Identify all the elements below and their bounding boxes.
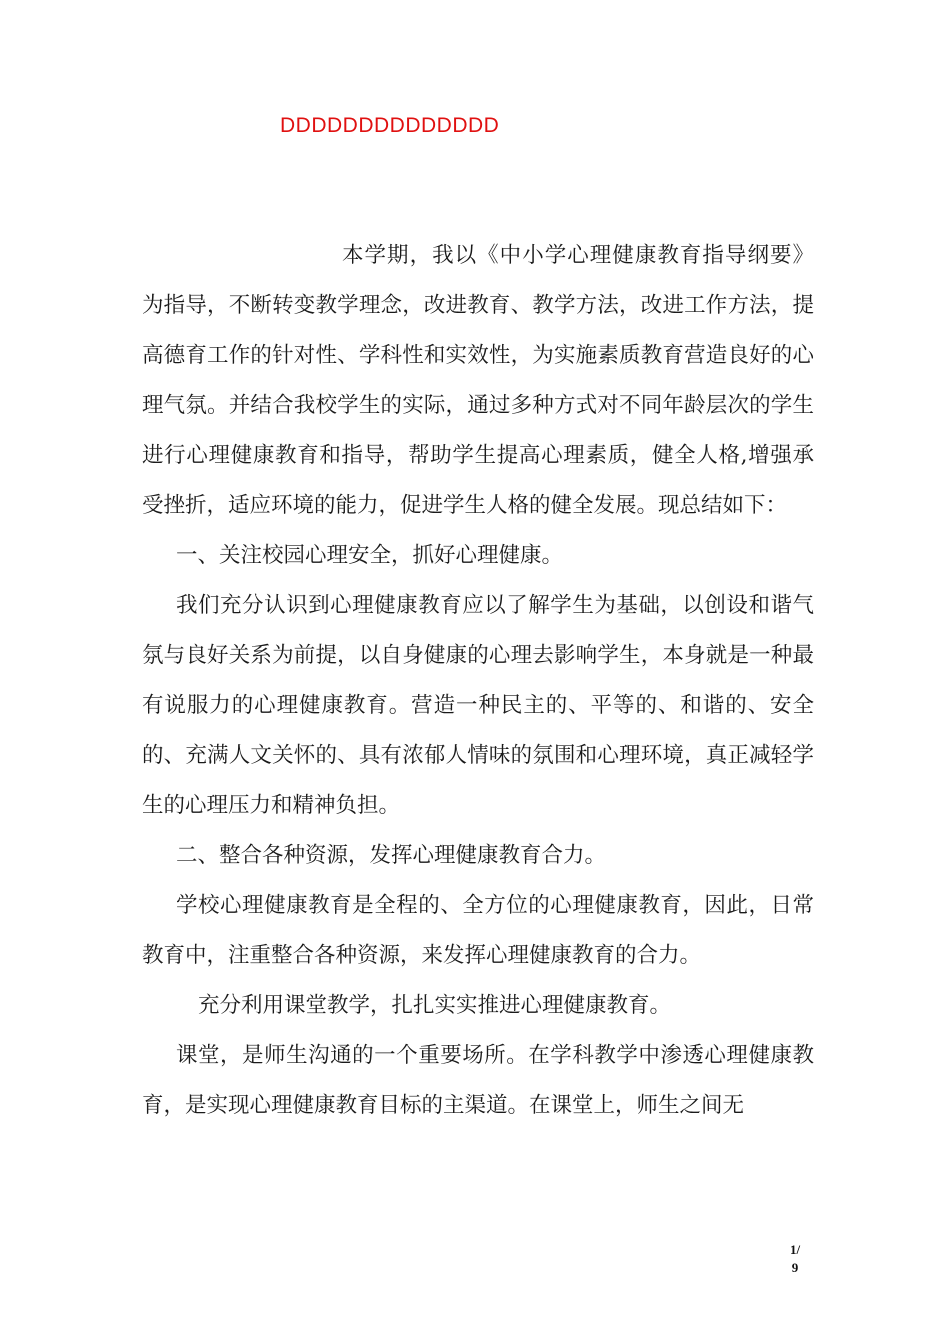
section-heading-2: 二、整合各种资源，发挥心理健康教育合力。 bbox=[176, 843, 607, 868]
section-2-paragraph: 学校心理健康教育是全程的、全方位的心理健康教育，因此，日常教育中，注重整合各种资源，来发挥心理健康教育的合力。 bbox=[142, 893, 814, 968]
section-1-paragraph: 我们充分认识到心理健康教育应以了解学生为基础，以创设和谐气氛与良好关系为前提，以自身健康的心理去影响学生，本身就是一种最有说服力的心理健康教育。营造一种民主的、平等的、和谐的、安全的、充满人文关怀的、具有浓郁人情味的氛围和心理环境，真正减轻学生的心理压力和精神负担。 bbox=[142, 593, 814, 818]
section-heading-1: 一、关注校园心理安全，抓好心理健康。 bbox=[176, 543, 564, 568]
document-title: DDDDDDDDDDDDDD bbox=[280, 114, 500, 137]
page-number-total: 9 bbox=[791, 1260, 799, 1275]
page-number bbox=[783, 1241, 807, 1277]
subsection-paragraph: 课堂，是师生沟通的一个重要场所。在学科教学中渗透心理健康教育，是实现心理健康教育目标的主渠道。在课堂上，师生之间无 bbox=[142, 1043, 814, 1118]
document-body bbox=[142, 231, 814, 1131]
intro-paragraph: 本学期，我以《中小学心理健康教育指导纲要》为指导，不断转变教学理念，改进教育、教学方法，改进工作方法，提高德育工作的针对性、学科性和实效性，为实施素质教育营造良好的心理气氛。并结合我校学生的实际，通过多种方式对不同年龄层次的学生进行心理健康教育和指导，帮助学生提高心理素质，健全人格,增强承受挫折，适应环境的能力，促进学生人格的健全发展。现总结如下： bbox=[142, 243, 814, 518]
page-number-current: 1/ bbox=[789, 1242, 801, 1257]
subsection-heading: 充分利用课堂教学，扎扎实实推进心理健康教育。 bbox=[198, 993, 672, 1018]
